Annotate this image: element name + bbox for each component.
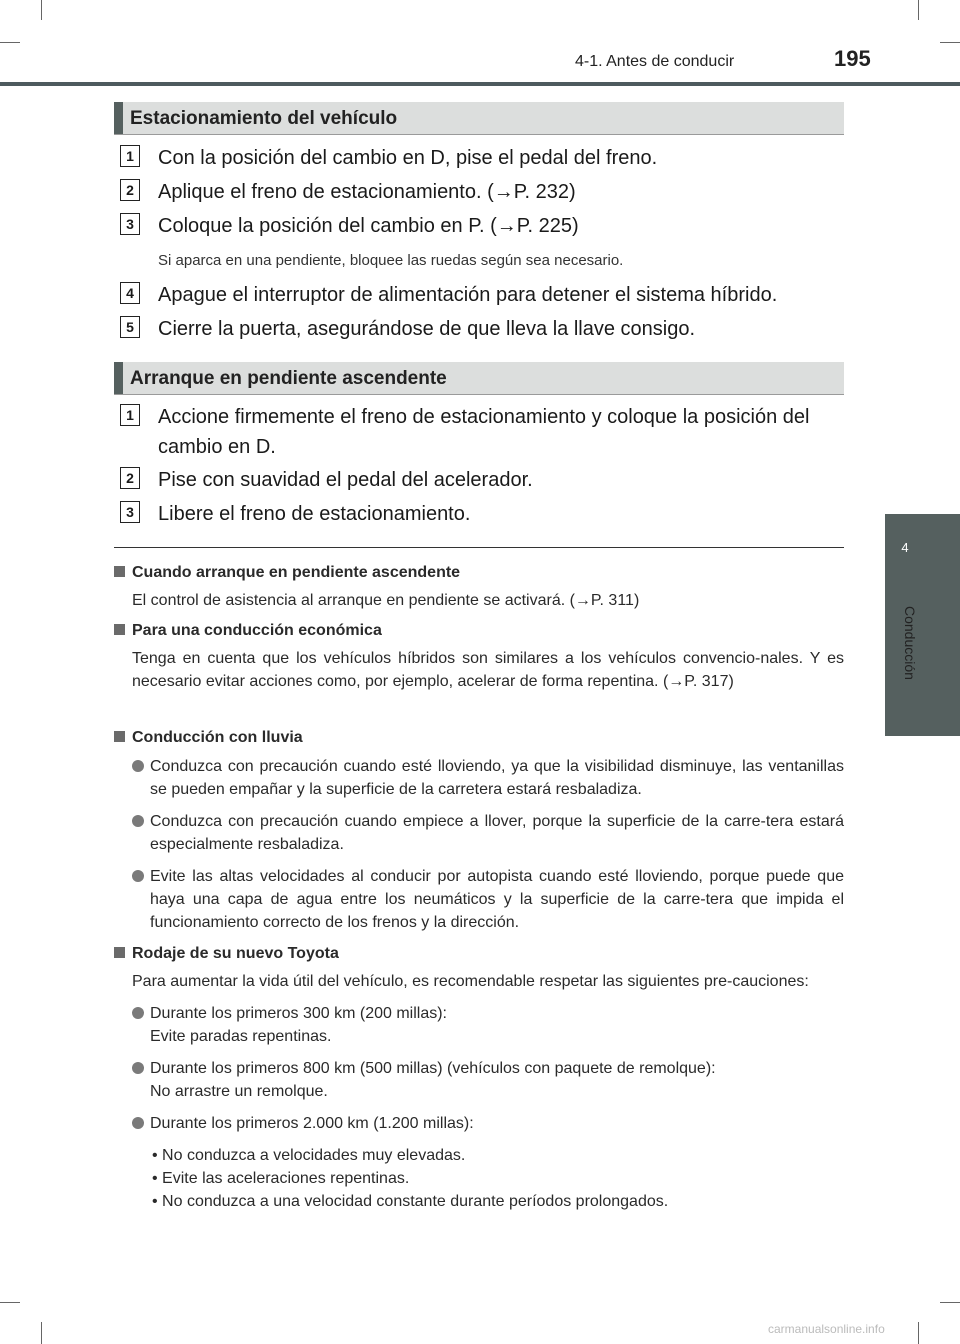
crop-mark <box>940 1302 960 1303</box>
rain-bullet-3: Evite las altas velocidades al conducir por autopista cuando esté lloviendo, porque puede que haya una capa de agua entre los neumáticos y la superficie de la carre-tera que impida el funcionamiento correcto de los frenos y la dirección. <box>114 865 844 934</box>
list-item: • Evite las aceleraciones repentinas. <box>152 1170 410 1187</box>
header-rule <box>0 82 960 86</box>
list-item: • No conduzca a una velocidad constante durante períodos prolongados. <box>152 1193 669 1210</box>
round-bullet-icon <box>132 760 144 772</box>
page-number: 195 <box>834 46 871 71</box>
break-in-bullet-1: Durante los primeros 300 km (200 millas): Evite paradas repentinas. <box>114 1002 844 1048</box>
parking-note: Si aparca en una pendiente, bloquee las ruedas según sea necesario. <box>158 252 624 269</box>
chapter-tab <box>885 514 960 736</box>
round-bullet-icon <box>132 815 144 827</box>
crop-mark <box>918 0 919 20</box>
round-bullet-icon <box>132 870 144 882</box>
break-in-bullet-2: Durante los primeros 800 km (500 millas) (vehículos con paquete de remolque): No arrastre un remolque. <box>114 1057 844 1103</box>
rain-bullet-2: Conduzca con precaución cuando empiece a llover, porque la superficie de la carre-tera estará especialmente resbaladiza. <box>114 810 844 856</box>
square-bullet-icon <box>114 947 125 958</box>
note-economy: Para una conducción económica Tenga en cuenta que los vehículos híbridos son similares a los vehículos convencio-nales. Y es necesario evitar acciones como, por ejemplo, acelerar de forma repentina. (→P. 317) <box>114 619 844 693</box>
rain-bullet-1: Conduzca con precaución cuando esté lloviendo, ya que la visibilidad disminuye, las ventanillas se pueden empañar y la superficie de la carretera estará resbaladiza. <box>114 755 844 801</box>
crop-mark <box>0 42 20 43</box>
square-bullet-icon <box>114 624 125 635</box>
square-bullet-icon <box>114 566 125 577</box>
note-rain: Conducción con lluvia Conduzca con precaución cuando esté lloviendo, ya que la visibilidad disminuye, las ventanillas se pueden empañar y la superficie de la carretera estará resbaladiza. Conduzca con precaución cuando empiece a llover, porque la superficie de la carre-tera estará especialmente resbaladiza. Evite las altas velocidades al conducir por autopista cuando esté lloviendo, porque puede que haya una capa de agua entre los neumáticos y la superficie de la carre-tera que impida el funcionamiento correcto de los frenos y la dirección. <box>114 726 844 934</box>
section-header: 4-1. Antes de conducir <box>575 53 735 70</box>
note-uphill-start: Cuando arranque en pendiente ascendente El control de asistencia al arranque en pendiente se activará. (→P. 311) <box>114 561 844 612</box>
chapter-number: 4 <box>901 540 909 555</box>
section-title-uphill: Arranque en pendiente ascendente <box>114 362 844 395</box>
watermark: carmanualsonline.info <box>768 1322 885 1336</box>
break-in-sub-list <box>114 1144 844 1213</box>
crop-mark <box>41 1322 42 1344</box>
crop-mark <box>940 42 960 43</box>
crop-mark <box>0 1302 20 1303</box>
note-break-in: Rodaje de su nuevo Toyota Para aumentar la vida útil del vehículo, es recomendable respetar las siguientes pre-cauciones: Durante los primeros 300 km (200 millas): Evite paradas repentinas. Durante los primeros 800 km (500 millas) (vehículos con paquete de remolque): No arrastre un remolque. Durante los primeros 2.000 km (1.200 millas): • No conduzca a velocidades muy elevadas. • Evite las aceleraciones repentinas. • No conduzca a una velocidad constante durante períodos prolongados. <box>114 942 844 1213</box>
crop-mark <box>41 0 42 20</box>
crop-mark <box>918 1322 919 1344</box>
round-bullet-icon <box>132 1007 144 1019</box>
break-in-bullet-3: Durante los primeros 2.000 km (1.200 millas): <box>114 1112 844 1135</box>
chapter-label: Conducción <box>902 606 918 680</box>
round-bullet-icon <box>132 1062 144 1074</box>
list-item: • No conduzca a velocidades muy elevadas. <box>152 1147 466 1164</box>
notes-divider <box>114 547 844 548</box>
section-title-parking: Estacionamiento del vehículo <box>114 102 844 135</box>
square-bullet-icon <box>114 731 125 742</box>
round-bullet-icon <box>132 1117 144 1129</box>
